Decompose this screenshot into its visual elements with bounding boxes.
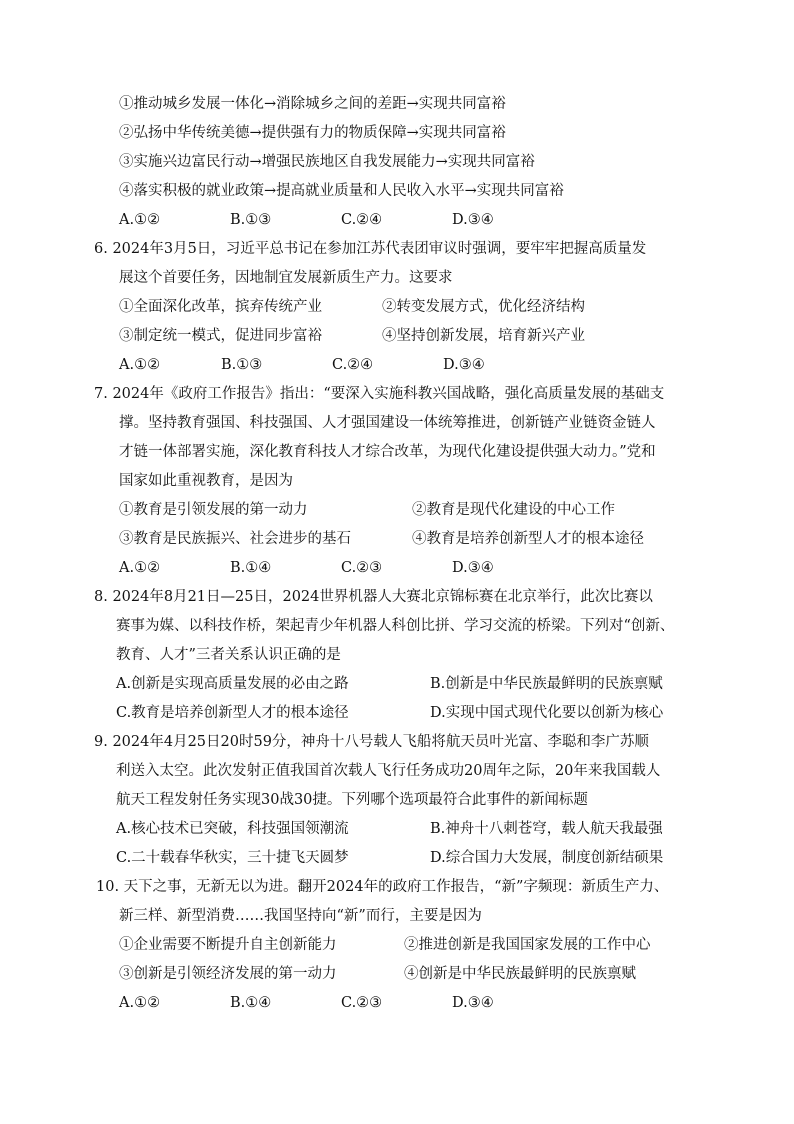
q10-item-2: ②推进创新是我国国家发展的工作中心 xyxy=(404,937,651,953)
q7-option-a[interactable]: A.①② xyxy=(119,560,161,576)
q5-item-3: ③实施兴边富民行动→增强民族地区自我发展能力→实现共同富裕 xyxy=(119,154,535,170)
q5-item-4: ④落实积极的就业政策→提高就业质量和人民收入水平→实现共同富裕 xyxy=(119,183,564,199)
q6-item-4: ④坚持创新发展，培育新兴产业 xyxy=(382,328,585,344)
q5-option-b[interactable]: B.①③ xyxy=(230,212,272,228)
q6-stem-line-1: 6. 2024年3月5日，习近平总书记在参加江苏代表团审议时强调，要牢牢把握高质量发 xyxy=(94,241,647,257)
q7-option-d[interactable]: D.③④ xyxy=(452,560,494,576)
q10-option-b[interactable]: B.①④ xyxy=(230,995,272,1011)
q6-option-a[interactable]: A.①② xyxy=(119,357,161,373)
q10-item-3: ③创新是引领经济发展的第一动力 xyxy=(119,966,337,982)
q6-stem-line-2: 展这个首要任务，因地制宜发展新质生产力。这要求 xyxy=(119,270,453,286)
q10-stem-line-1: 10. 天下之事，无新无以为进。翻开2024年的政府工作报告，“新”字频现：新质生产力、 xyxy=(96,879,669,895)
q6-item-2: ②转变发展方式，优化经济结构 xyxy=(382,299,585,315)
q5-item-2: ②弘扬中华传统美德→提供强有力的物质保障→实现共同富裕 xyxy=(119,125,506,141)
q9-stem-line-3: 航天工程发射任务实现30战30捷。下列哪个选项最符合此事件的新闻标题 xyxy=(116,792,588,808)
q9-stem-line-2: 利送入太空。此次发射正值我国首次载人飞行任务成功20周年之际，20年来我国载人 xyxy=(116,763,661,779)
q10-option-c[interactable]: C.②③ xyxy=(341,995,383,1011)
q9-option-b[interactable]: B.神舟十八刺苍穹，载人航天我最强 xyxy=(430,821,663,837)
q7-item-2: ②教育是现代化建设的中心工作 xyxy=(412,502,615,518)
q5-option-c[interactable]: C.②④ xyxy=(341,212,383,228)
q9-option-a[interactable]: A.核心技术已突破，科技强国领潮流 xyxy=(116,821,349,837)
q8-option-c[interactable]: C.教育是培养创新型人才的根本途径 xyxy=(116,705,349,721)
q7-item-1: ①教育是引领发展的第一动力 xyxy=(119,502,308,518)
q9-option-c[interactable]: C.二十载春华秋实，三十捷飞天圆梦 xyxy=(116,850,349,866)
q7-stem-line-4: 国家如此重视教育，是因为 xyxy=(119,473,293,489)
q7-item-4: ④教育是培养创新型人才的根本途径 xyxy=(412,531,644,547)
q5-option-d[interactable]: D.③④ xyxy=(452,212,494,228)
q7-option-c[interactable]: C.②③ xyxy=(341,560,383,576)
q10-item-1: ①企业需要不断提升自主创新能力 xyxy=(119,937,337,953)
q7-option-b[interactable]: B.①④ xyxy=(230,560,272,576)
q10-item-4: ④创新是中华民族最鲜明的民族禀赋 xyxy=(404,966,636,982)
q8-option-b[interactable]: B.创新是中华民族最鲜明的民族禀赋 xyxy=(430,676,663,692)
q8-stem-line-2: 赛事为媒、以科技作桥，架起青少年机器人科创比拼、学习交流的桥梁。下列对“创新、 xyxy=(116,618,675,634)
q6-option-d[interactable]: D.③④ xyxy=(443,357,485,373)
q8-option-d[interactable]: D.实现中国式现代化要以创新为核心 xyxy=(430,705,664,721)
q5-item-1: ①推动城乡发展一体化→消除城乡之间的差距→实现共同富裕 xyxy=(119,96,506,112)
q9-stem-line-1: 9. 2024年4月25日20时59分，神舟十八号载人飞船将航天员叶光富、李聪和李广苏顺 xyxy=(94,734,649,750)
q7-stem-line-3: 才链一体部署实施，深化教育科技人才综合改革，为现代化建设提供强大动力。”党和 xyxy=(119,444,656,460)
q10-option-a[interactable]: A.①② xyxy=(119,995,161,1011)
q7-stem-line-2: 撑。坚持教育强国、科技强国、人才强国建设一体统筹推进，创新链产业链资金链人 xyxy=(119,415,656,431)
q10-stem-line-2: 新三样、新型消费……我国坚持向“新”而行，主要是因为 xyxy=(119,908,482,924)
q6-option-b[interactable]: B.①③ xyxy=(221,357,263,373)
q8-option-a[interactable]: A.创新是实现高质量发展的必由之路 xyxy=(116,676,349,692)
q6-item-1: ①全面深化改革，摈弃传统产业 xyxy=(119,299,322,315)
q6-item-3: ③制定统一模式，促进同步富裕 xyxy=(119,328,322,344)
q10-option-d[interactable]: D.③④ xyxy=(452,995,494,1011)
q5-option-a[interactable]: A.①② xyxy=(119,212,161,228)
q6-option-c[interactable]: C.②④ xyxy=(332,357,374,373)
q8-stem-line-3: 教育、人才”三者关系认识正确的是 xyxy=(116,647,341,663)
q8-stem-line-1: 8. 2024年8月21日—25日，2024世界机器人大赛北京锦标赛在北京举行，此次比赛以 xyxy=(94,589,653,605)
q9-option-d[interactable]: D.综合国力大发展，制度创新结硕果 xyxy=(430,850,664,866)
q7-item-3: ③教育是民族振兴、社会进步的基石 xyxy=(119,531,351,547)
q7-stem-line-1: 7. 2024年《政府工作报告》指出：“要深入实施科教兴国战略，强化高质量发展的基础支 xyxy=(94,386,665,402)
